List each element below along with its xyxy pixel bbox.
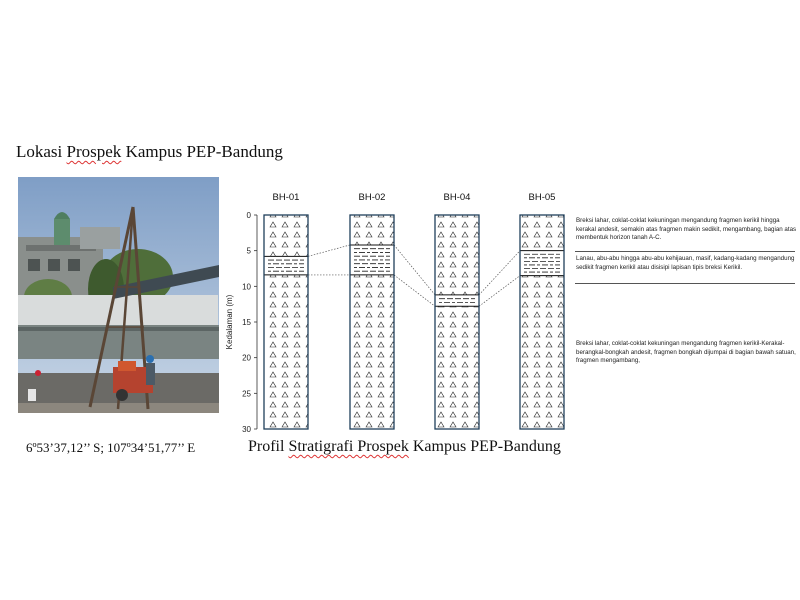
- profile-title-rest: Kampus PEP-Bandung: [408, 438, 561, 455]
- legend-item-lanau: Lanau, abu-abu hingga abu-abu kehijauan, masif, kadang-kadang mengandung sedikit fragmen kerikil atau disisipi lapisan tipis breksi Kerikil.: [576, 255, 795, 271]
- depth-tick-label: 5: [246, 246, 251, 256]
- location-title-rest: Kampus PEP-Bandung: [121, 142, 283, 161]
- correlation-lines: [308, 245, 520, 306]
- depth-tick-label: 30: [242, 425, 251, 434]
- profile-title-underlined: Stratigrafi Prospek: [288, 438, 409, 455]
- breksi-layer: [435, 215, 479, 429]
- depth-tick-label: 0: [246, 211, 251, 220]
- depth-tick-label: 10: [242, 282, 251, 292]
- breksi-layer: [264, 215, 308, 429]
- correlation-line-bottom: [479, 276, 520, 307]
- lanau-layer: [435, 295, 479, 306]
- profile-title: [248, 438, 561, 456]
- depth-tick-label: 15: [242, 318, 251, 327]
- location-title: [16, 142, 283, 162]
- borehole-name: BH-02: [358, 192, 386, 203]
- correlation-line-top: [308, 245, 350, 256]
- depth-tick-label: 25: [242, 389, 251, 399]
- depth-axis: [225, 211, 257, 434]
- site-photo: [18, 177, 219, 413]
- borehole-name: BH-05: [528, 192, 556, 203]
- depth-tick-label: 20: [242, 353, 251, 363]
- breksi-layer: [520, 215, 564, 429]
- legend-item-breksi-upper: Breksi lahar, coklat-coklat kekuningan mengandung fragmen kerikil hingga kerakal andesit, semakin atas fragmen makin sedikit, mengambang, bagian atas membentuk horizon tanah A-C.: [576, 217, 797, 242]
- location-title-prefix: Lokasi: [16, 142, 67, 161]
- borehole-bh-01: [264, 192, 308, 429]
- borehole-bh-04: [435, 192, 479, 429]
- correlation-line-top: [479, 251, 520, 295]
- borehole-bh-02: [350, 192, 394, 429]
- borehole-name: BH-04: [443, 192, 471, 203]
- depth-axis-label: Kedalaman (m): [225, 294, 234, 350]
- lanau-layer: [264, 256, 308, 275]
- location-title-underlined: Prospek: [66, 142, 122, 161]
- borehole-bh-05: [520, 192, 564, 429]
- coordinates: 6º53’37,12’’ S; 107º34’51,77’’ E: [26, 440, 196, 455]
- borehole-columns: [264, 192, 564, 429]
- correlation-line-top: [394, 245, 435, 295]
- legend-item-breksi-lower: Breksi lahar, coklat-coklat kekuningan mengandung fragmen kerikil-Kerakal-berangkal-bongkah andesit, fragmen bongkah dijumpai di bagian bawah satuan, fragmen mengambang,: [576, 340, 796, 365]
- borehole-name: BH-01: [272, 192, 300, 203]
- legend-divider: [575, 251, 795, 252]
- legend-divider: [575, 283, 795, 284]
- correlation-line-bottom: [394, 275, 435, 306]
- profile-title-prefix: Profil: [248, 438, 289, 455]
